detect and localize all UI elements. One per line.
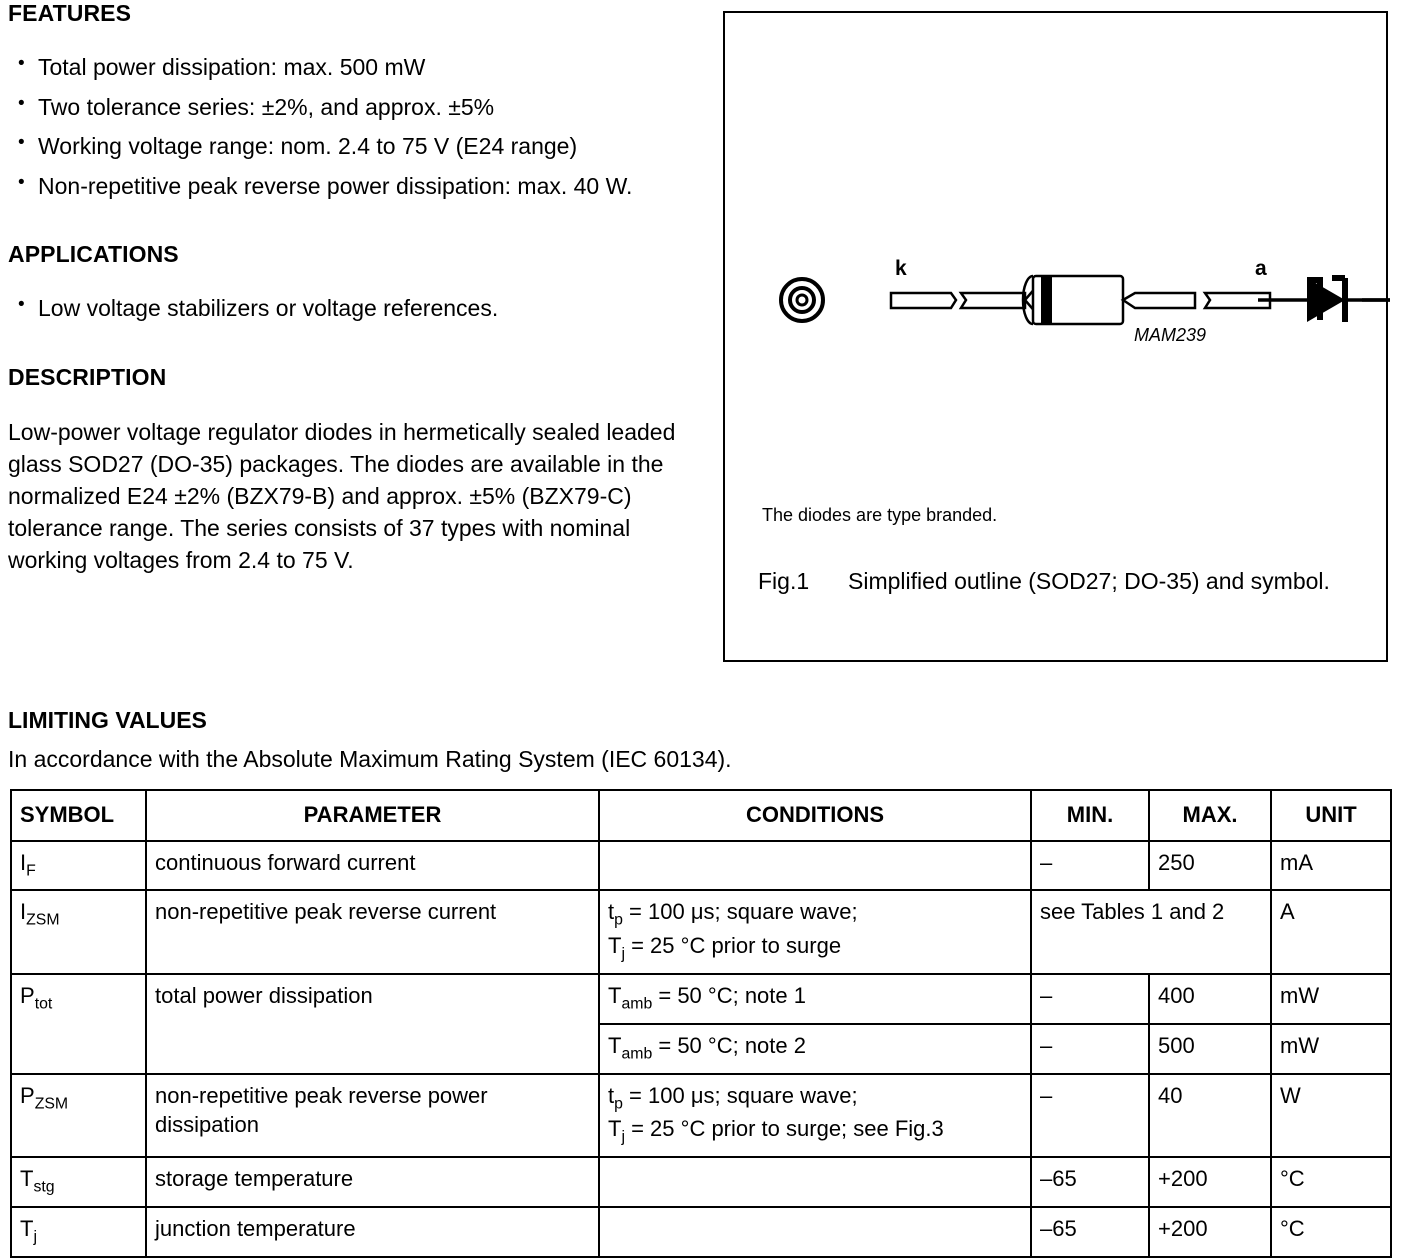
column-header-max: MAX. [1149, 790, 1271, 841]
package-outline-drawing [725, 248, 1386, 358]
applications-heading: APPLICATIONS [8, 241, 179, 268]
features-heading: FEATURES [8, 0, 132, 26]
cell-unit: mA [1271, 841, 1391, 891]
cell-unit: A [1271, 890, 1391, 974]
limiting-values-table [10, 789, 1392, 1258]
drawing-code-label: MAM239 [1134, 325, 1207, 345]
cell-max: 400 [1149, 974, 1271, 1024]
column-header-conditions: CONDITIONS [599, 790, 1031, 841]
table-row [11, 974, 1391, 1024]
cell-conditions [599, 1207, 1031, 1257]
cell-max: +200 [1149, 1157, 1271, 1207]
cell-max: 250 [1149, 841, 1271, 891]
cell-conditions [599, 1157, 1031, 1207]
description-paragraph: Low-power voltage regulator diodes in hermetically sealed leaded glass SOD27 (DO-35) packages. The diodes are available in the normalized E24 ±2% (BZX79-B) and approx. ±5% (BZX79-C) tolerance range. The series consists of 37 types with nominal working voltages from 2.4 to 75 V. [8, 418, 676, 573]
cell-min: –65 [1031, 1157, 1149, 1207]
cell-min: –65 [1031, 1207, 1149, 1257]
column-header-symbol: SYMBOL [11, 790, 146, 841]
list-item: • Two tolerance series: ±2%, and approx. ±5% [8, 92, 698, 123]
cell-conditions: $t_p = 100$ μs; square wave; $T_j = 25$ °C prior to surge; see Fig.3 [599, 1074, 1031, 1158]
cell-parameter: non-repetitive peak reverse power dissipation [146, 1074, 599, 1158]
cell-conditions [599, 841, 1031, 891]
table-row [11, 890, 1391, 974]
cell-parameter: total power dissipation [146, 974, 599, 1074]
figure-number: Fig.1 [758, 568, 810, 594]
figure-note: The diodes are type branded. [762, 505, 998, 525]
column-header-min: MIN. [1031, 790, 1149, 841]
list-item: • Low voltage stabilizers or voltage references. [8, 293, 698, 324]
cell-max: 40 [1149, 1074, 1271, 1158]
cell-symbol: $I_{ZSM}$ [11, 890, 146, 974]
cell-min: – [1031, 1074, 1149, 1158]
table-row [11, 1074, 1391, 1158]
limiting-values-heading: LIMITING VALUES [8, 707, 207, 733]
figure-caption [758, 566, 1368, 598]
column-header-parameter: PARAMETER [146, 790, 599, 841]
cell-parameter: continuous forward current [146, 841, 599, 891]
cell-max: 500 [1149, 1024, 1271, 1074]
applications-list [8, 293, 698, 324]
cell-unit: W [1271, 1074, 1391, 1158]
cell-symbol: $T_j$ [11, 1207, 146, 1257]
description-heading: DESCRIPTION [8, 363, 167, 390]
list-item: • Working voltage range: nom. 2.4 to 75 V (E24 range) [8, 131, 698, 162]
cell-symbol: $I_F$ [11, 841, 146, 891]
list-item: • Total power dissipation: max. 500 mW [8, 52, 698, 83]
figure-1-box [723, 11, 1388, 662]
cell-parameter: non-repetitive peak reverse current [146, 890, 599, 974]
cathode-band [1041, 276, 1052, 324]
cell-unit: °C [1271, 1207, 1391, 1257]
table-row [11, 1157, 1391, 1207]
table-row [11, 841, 1391, 891]
anode-label-a: a [1255, 257, 1267, 280]
table-header-row [11, 790, 1391, 841]
cell-unit: mW [1271, 1024, 1391, 1074]
list-item: • Non-repetitive peak reverse power dissipation: max. 40 W. [8, 171, 698, 202]
cell-min-max-span: see Tables 1 and 2 [1031, 890, 1271, 974]
cell-min: – [1031, 974, 1149, 1024]
cathode-label-k: k [895, 257, 907, 280]
cell-min: – [1031, 841, 1149, 891]
cell-symbol: $P_{tot}$ [11, 974, 146, 1074]
figure-caption-text: Simplified outline (SOD27; DO-35) and symbol. [848, 568, 1330, 594]
features-list [8, 52, 698, 201]
cell-unit: °C [1271, 1157, 1391, 1207]
cell-symbol: $T_{stg}$ [11, 1157, 146, 1207]
cell-unit: mW [1271, 974, 1391, 1024]
diode-triangle [1307, 278, 1345, 322]
cell-max: +200 [1149, 1207, 1271, 1257]
column-header-unit: UNIT [1271, 790, 1391, 841]
limiting-values-subtitle: In accordance with the Absolute Maximum Rating System (IEC 60134). [8, 746, 732, 772]
table-row [11, 1207, 1391, 1257]
cell-parameter: junction temperature [146, 1207, 599, 1257]
end-view-circle-icon [781, 279, 823, 321]
cell-symbol: $P_{ZSM}$ [11, 1074, 146, 1158]
cell-conditions: $T_{amb} = 50$ °C; note 1 [599, 974, 1031, 1024]
left-content-column [8, 0, 698, 577]
cell-conditions: $T_{amb} = 50$ °C; note 2 [599, 1024, 1031, 1074]
cell-min: – [1031, 1024, 1149, 1074]
cell-conditions: $t_p = 100$ μs; square wave; $T_j = 25$ °C prior to surge [599, 890, 1031, 974]
cell-parameter: storage temperature [146, 1157, 599, 1207]
